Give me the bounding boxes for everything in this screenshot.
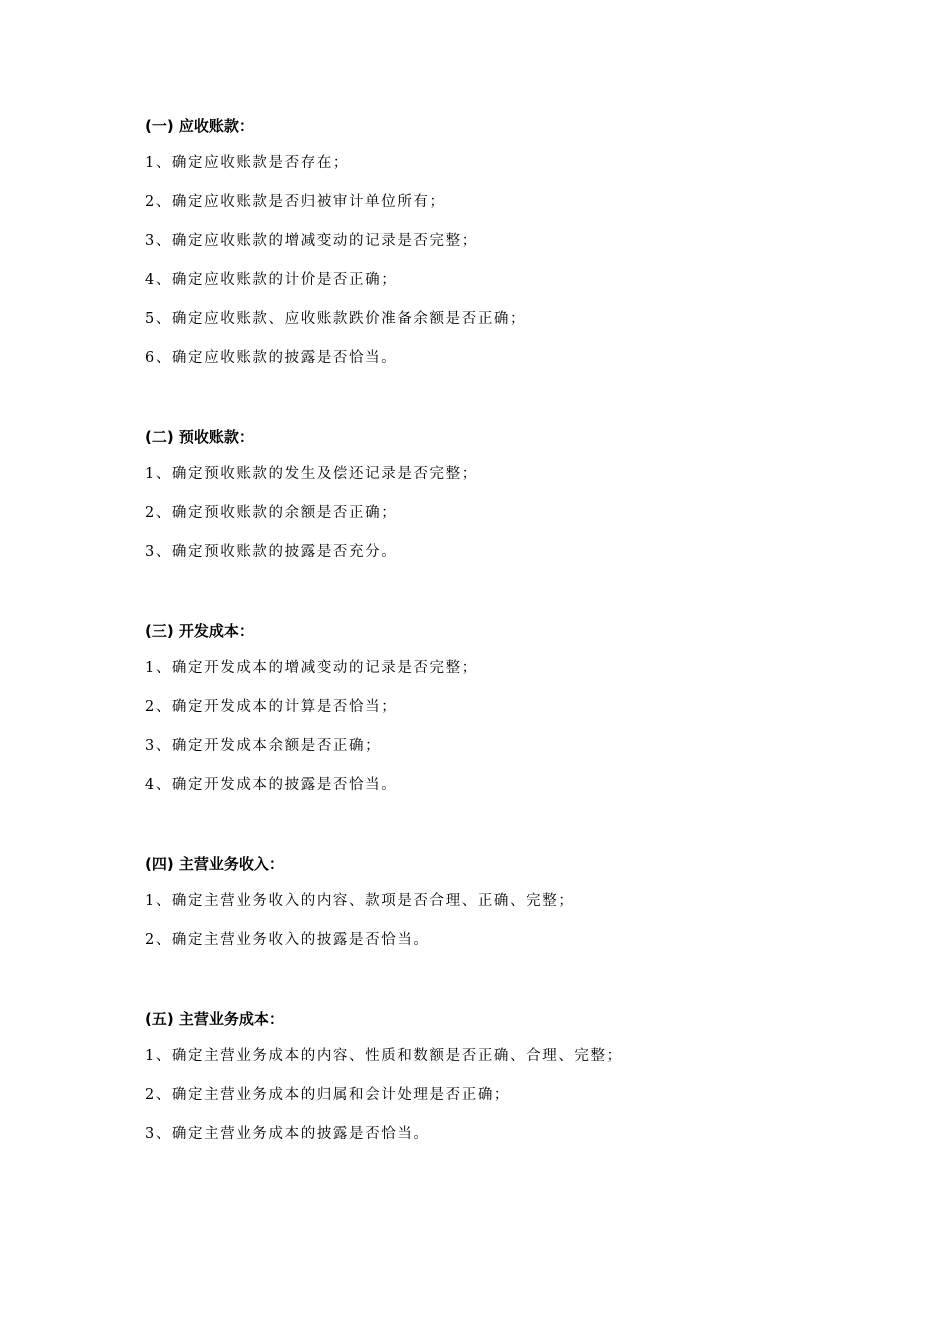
list-item: 2、确定主营业务收入的披露是否恰当。 xyxy=(145,932,430,948)
section-main-business-cost xyxy=(145,1009,865,1163)
list-item: 4、确定开发成本的披露是否恰当。 xyxy=(145,777,398,793)
list-item: 1、确定主营业务成本的内容、性质和数额是否正确、合理、完整； xyxy=(145,1048,623,1064)
list-item: 1、确定应收账款是否存在； xyxy=(145,155,350,171)
list-item: 2、确定应收账款是否归被审计单位所有； xyxy=(145,194,446,210)
list-item: 3、确定主营业务成本的披露是否恰当。 xyxy=(145,1126,430,1142)
list-item: 3、确定预收账款的披露是否充分。 xyxy=(145,544,398,560)
list-item: 2、确定主营业务成本的归属和会计处理是否正确； xyxy=(145,1087,511,1103)
section-heading: (一) 应收账款： xyxy=(145,117,254,135)
list-item: 2、确定预收账款的余额是否正确； xyxy=(145,505,398,521)
section-advance-receipts xyxy=(145,427,865,581)
section-main-business-revenue xyxy=(145,854,865,969)
list-item: 2、确定开发成本的计算是否恰当； xyxy=(145,699,398,715)
list-item: 6、确定应收账款的披露是否恰当。 xyxy=(145,350,398,366)
list-item: 4、确定应收账款的计价是否正确； xyxy=(145,272,398,288)
list-item: 1、确定开发成本的增减变动的记录是否完整； xyxy=(145,660,478,676)
list-item: 1、确定主营业务收入的内容、款项是否合理、正确、完整； xyxy=(145,893,575,909)
section-accounts-receivable xyxy=(145,116,865,387)
list-item: 5、确定应收账款、应收账款跌价准备余额是否正确； xyxy=(145,311,527,327)
list-item: 3、确定应收账款的增减变动的记录是否完整； xyxy=(145,233,478,249)
section-heading: (五) 主营业务成本： xyxy=(145,1010,284,1028)
section-heading: (四) 主营业务收入： xyxy=(145,855,284,873)
section-heading: (三) 开发成本： xyxy=(145,622,254,640)
list-item: 3、确定开发成本余额是否正确； xyxy=(145,738,382,754)
list-item: 1、确定预收账款的发生及偿还记录是否完整； xyxy=(145,466,478,482)
section-heading: (二) 预收账款： xyxy=(145,428,254,446)
section-development-cost xyxy=(145,621,865,814)
